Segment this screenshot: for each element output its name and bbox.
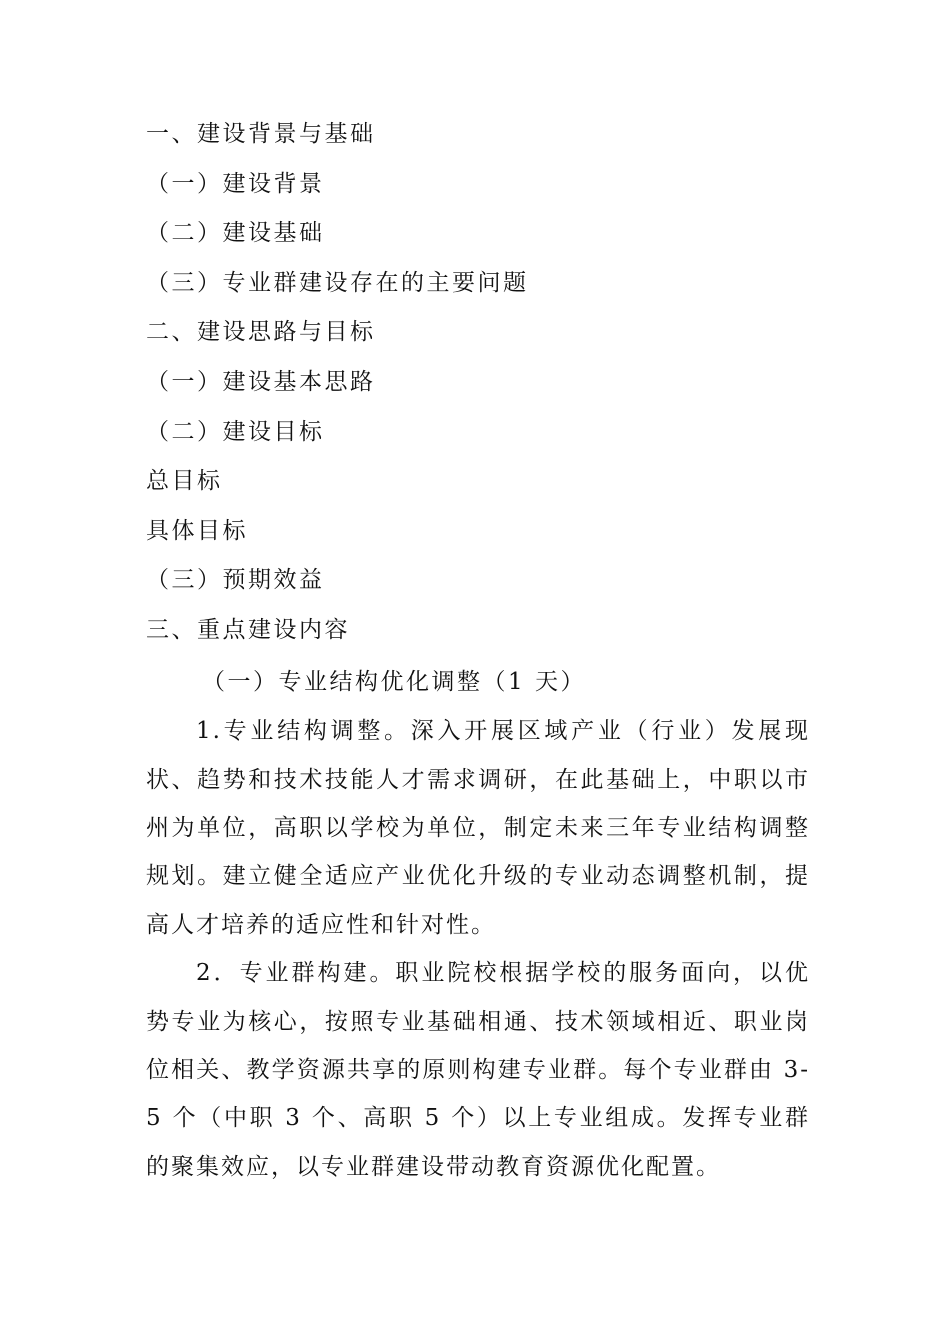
outline-heading-2: 二、建设思路与目标 xyxy=(146,319,376,346)
paragraph-2: 2．专业群构建。职业院校根据学校的服务面向，以优势专业为核心，按照专业基础相通、技术领域相近、职业岗位相关、教学资源共享的原则构建专业群。每个专业群由 3-5 个（中职 3 个、高职 5 个）以上专业组成。发挥专业群的聚集效应，以专业群建设带动教育资源优化配置。 xyxy=(146,960,810,1180)
outline-heading-1: 一、建设背景与基础 xyxy=(146,121,376,147)
section-heading: （一）专业结构优化调整（1 天） xyxy=(202,668,586,695)
outline-subheading-2-2: （二）建设目标 xyxy=(146,418,325,445)
paragraph-1: 1.专业结构调整。深入开展区域产业（行业）发展现状、趋势和技术技能人才需求调研，在此基础上，中职以市州为单位，高职以学校为单位，制定未来三年专业结构调整规划。建立健全适应产业优化升级的专业动态调整机制，提高人才培养的适应性和针对性。 xyxy=(146,718,810,938)
outline-list xyxy=(146,110,810,656)
outline-subheading-2-1: （一）建设基本思路 xyxy=(146,368,376,395)
document-page xyxy=(146,110,810,1191)
outline-item-specific-goals: 具体目标 xyxy=(146,517,248,544)
outline-subheading-1-2: （二）建设基础 xyxy=(146,220,325,247)
outline-subheading-1-3: （三）专业群建设存在的主要问题 xyxy=(146,269,529,296)
outline-subheading-2-3: （三）预期效益 xyxy=(146,567,325,594)
outline-heading-3: 三、重点建设内容 xyxy=(146,616,350,643)
outline-item-overall-goal: 总目标 xyxy=(146,468,223,495)
outline-subheading-1-1: （一）建设背景 xyxy=(146,170,325,197)
